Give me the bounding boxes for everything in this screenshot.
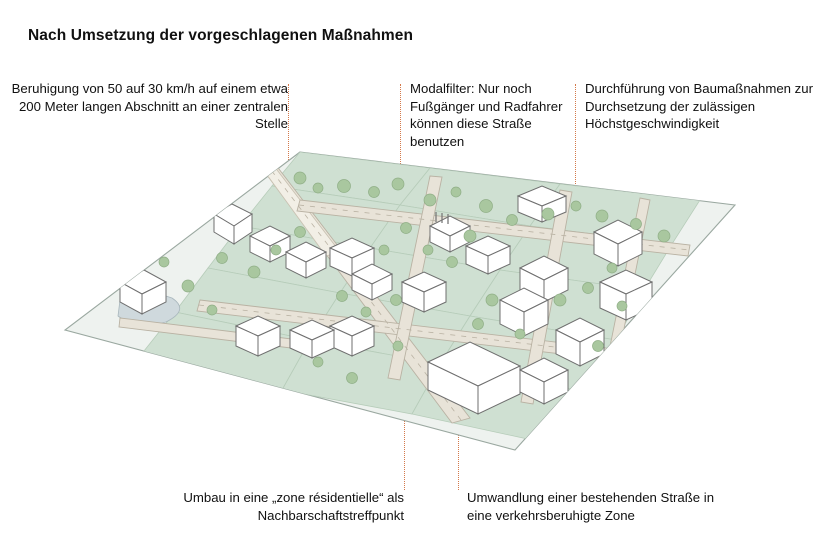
callout-modal-filter: Modalfilter: Nur noch Fußgänger und Radfahrer können diese Straße benutzen — [410, 81, 563, 149]
trees — [159, 172, 670, 384]
building-pavilion — [518, 186, 566, 222]
callout-zone-residentielle: Umbau in eine „zone résidentielle“ als Nachbarschaftstreffpunkt — [183, 490, 404, 523]
building-cluster-centre — [330, 216, 510, 312]
leader-line-tree-measures — [575, 84, 576, 194]
modal-filter-markers — [436, 212, 448, 224]
ground-plane — [65, 152, 735, 450]
road-connector-c — [602, 198, 650, 388]
leader-line-modal-filter — [400, 84, 401, 176]
building-church — [214, 160, 252, 244]
road-cross-upper — [297, 200, 690, 256]
building-large-south — [428, 342, 520, 414]
road-lane-southwest — [119, 318, 300, 349]
leader-line-zone-residentielle — [404, 300, 405, 490]
leader-line-traffic-calming — [288, 84, 289, 234]
road-markings — [199, 162, 689, 420]
road-calmed-segment — [262, 166, 340, 256]
building-cluster-east — [500, 220, 682, 404]
road-main — [258, 160, 470, 423]
road-cross-lower — [197, 300, 640, 363]
callout-traffic-calming: Beruhigung von 50 auf 30 km/h auf einem etwa 200 Meter langen Abschnitt an einer zentralen Stelle — [11, 81, 288, 131]
callout-tree-measures: Durchführung von Baumaßnahmen zur Durchsetzung der zulässigen Höchstgeschwindigkeit — [585, 81, 813, 131]
building-cluster-south — [236, 316, 374, 358]
callout-calmed-zone: Umwandlung einer bestehenden Straße in eine verkehrsberuhigte Zone — [467, 490, 715, 523]
building-cluster-northwest — [120, 226, 326, 314]
page-title: Nach Umsetzung der vorgeschlagenen Maßnahmen — [28, 27, 414, 44]
road-connector-b — [521, 190, 572, 404]
green-areas — [140, 152, 700, 446]
leader-line-calmed-zone — [458, 335, 459, 490]
buildings — [120, 160, 682, 414]
pond — [118, 293, 180, 324]
road-connector-a — [388, 176, 442, 380]
